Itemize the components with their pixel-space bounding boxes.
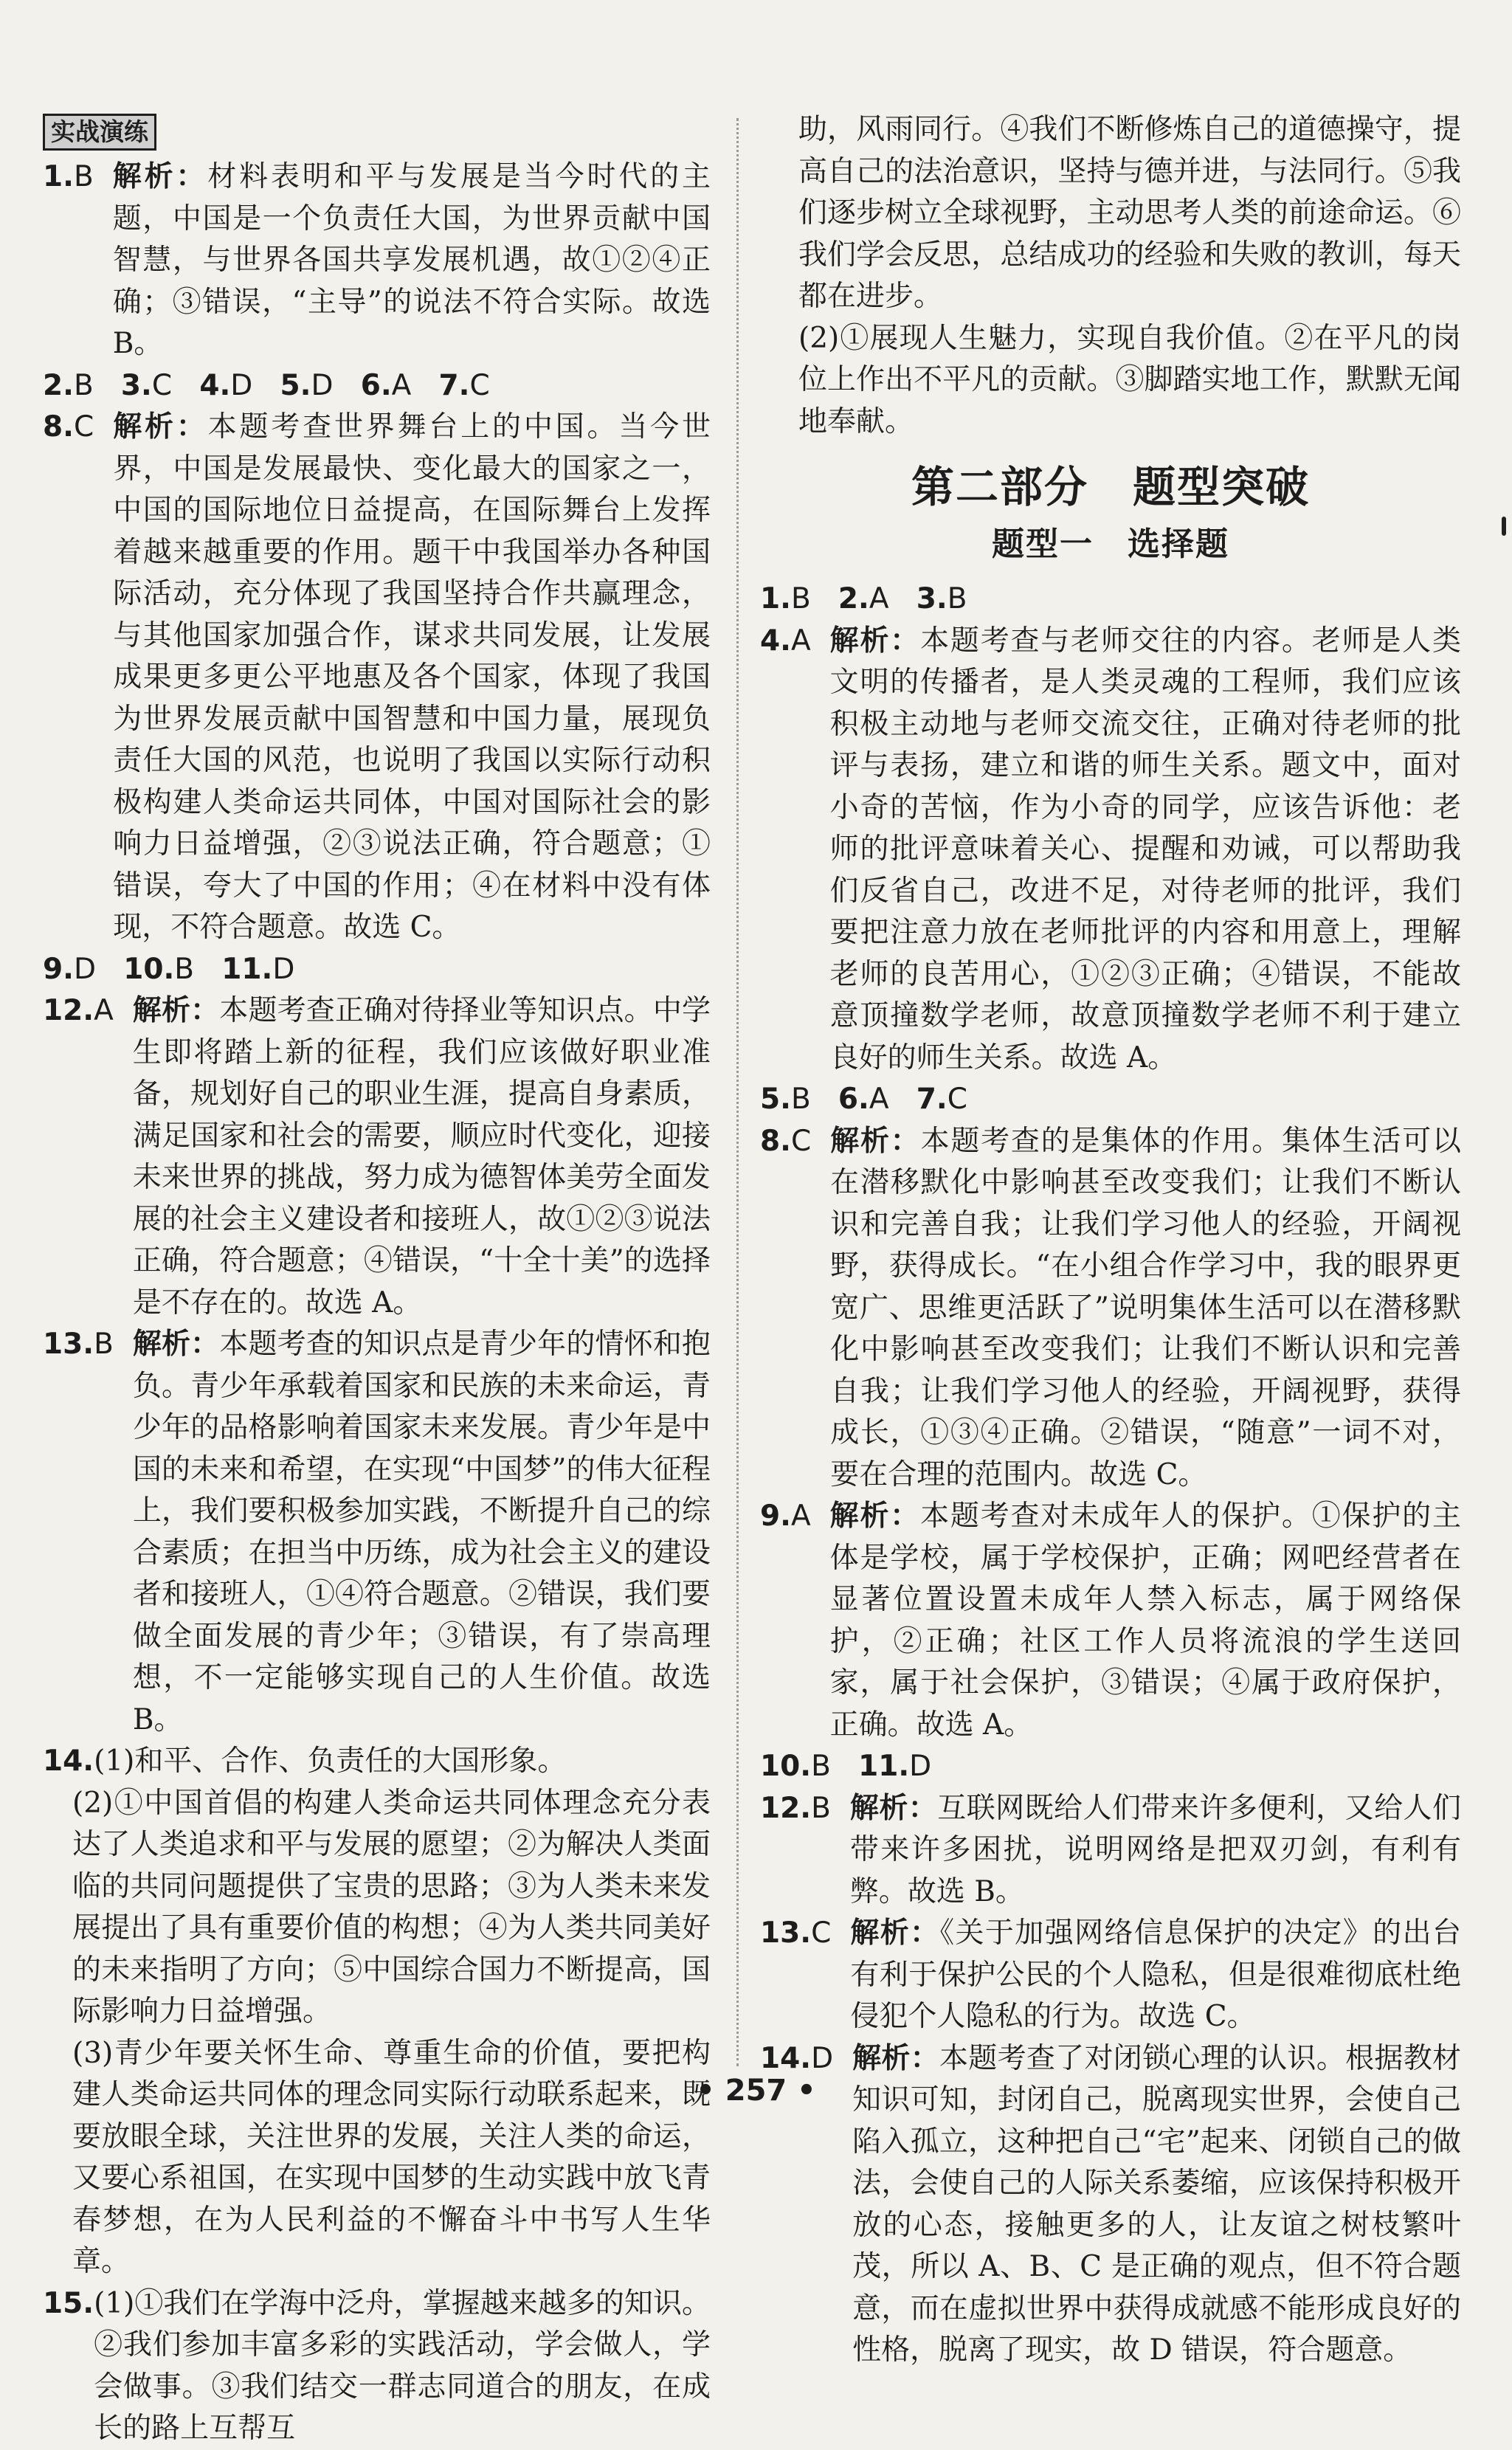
item-answer: A (869, 1083, 889, 1116)
item-answer: C (73, 410, 94, 444)
analysis-text: 材料表明和平与发展是当今时代的主题，中国是一个负责任大国，为世界贡献中国智慧，与世界各国共享发展机遇，故①②④正确；③错误，“主导”的说法不符合实际。故选 B。 (112, 160, 711, 360)
item-body (113, 156, 711, 365)
item-body (850, 1913, 1461, 2038)
analysis-text: 《关于加强网络信息保护的决定》的出台有利于保护公民的个人隐私，但是很难彻底杜绝侵犯个人隐私的行为。故选 C。 (850, 1916, 1461, 2033)
item-number: 1. (760, 582, 791, 615)
item-answer: D (230, 368, 253, 402)
analysis-text: 本题考查正确对待择业等知识点。中学生即将踏上新的征程，我们应该做好职业准备，规划好自己的职业生涯，提高自身素质，满足国家和社会的需要，顺应时代变化，迎接未来世界的挑战，努力成为德智体美劳全面发展的社会主义建设者和接班人，故①②③说法正确，符合题意；④错误，“十全十美”的选择是不存在的。故选 A。 (132, 994, 711, 1319)
item-body (830, 1121, 1461, 1497)
item-answer: B (73, 368, 94, 402)
item-number: 6. (360, 368, 392, 402)
item-body (113, 407, 711, 949)
item-body: (1)①我们在学海中泛舟，掌握越来越多的知识。②我们参加丰富多彩的实践活动，学会做人，学会做事。③我们结交一群志同道合的朋友，在成长的路上互帮互 (94, 2286, 711, 2445)
item-answer: B (174, 952, 195, 986)
item-number: 4. (760, 624, 791, 658)
item-number: 8. (43, 410, 74, 444)
item-answer: B (790, 1083, 811, 1116)
item-number: 14. (760, 2041, 812, 2075)
item-answer: D (272, 952, 295, 986)
analysis-text: 本题考查了对闭锁心理的认识。根据教材知识可知，封闭自己，脱离现实世界，会使自己陷入孤立，这种把自己“宅”起来、闭锁自己的做法，会使自己的人际关系萎缩，应该保持积极开放的心态，接触更多的人，让友谊之树枝繁叶茂，所以 A、B、C 是正确的观点，但不符合题意，而在虚拟世界中获得成就感不能形成良好的性格，脱离了现实，故 D 错误，符合题意。 (852, 2041, 1461, 2367)
part-title: 第二部分 题型突破 (911, 462, 1310, 512)
item-answer: C (151, 368, 173, 402)
analysis-text: 互联网既给人们带来许多便利，又给人们带来许多困扰，说明网络是把双刃剑，有利有弊。故选 B。 (849, 1791, 1461, 1908)
item-answer: B (94, 1328, 114, 1361)
item-answer: C (790, 1124, 812, 1158)
item-number: 9. (43, 952, 74, 986)
item-number: 3. (120, 368, 152, 402)
item-answer: A (790, 624, 811, 658)
answer-item-13 (43, 1324, 711, 1741)
answer-item-15-continued: 助，风雨同行。④我们不断修炼自己的道德操守，提高自己的法治意识，坚持与德并进，与法同行。⑤我们逐步树立全球视野，主动思考人类的前途命运。⑥我们学会反思，总结成功的经验和失败的教训，每天都在进步。 (798, 113, 1461, 313)
item-answer: C (947, 1083, 967, 1116)
item-number: 9. (760, 1500, 791, 1533)
answer-item-8 (760, 1121, 1461, 1497)
analysis-label: 解析： (829, 1500, 921, 1533)
item-body (830, 621, 1461, 1080)
sub-answer-1: (1)和平、合作、负责任的大国形象。 (94, 1745, 567, 1778)
item-answer: B (790, 582, 811, 615)
item-answer: D (73, 952, 96, 986)
analysis-text: 本题考查与老师交往的内容。老师是人类文明的传播者，是人类灵魂的工程师，我们应该积极主动地与老师交流交往，正确对待老师的批评与表扬，建立和谐的师生关系。题文中，面对小奇的苦恼，作为小奇的同学，应该告诉他：老师的批评意味着关心、提醒和劝诫，可以帮助我们反省自己，改进不足，对待老师的批评，我们要把注意力放在老师批评的内容和用意上，理解老师的良苦用心，①②③正确；④错误，不能故意顶撞数学老师，故意顶撞数学老师不利于建立良好的师生关系。故选 A。 (829, 624, 1461, 1074)
item-number: 5. (280, 368, 311, 402)
item-number: 10. (123, 952, 175, 986)
analysis-text: 本题考查的知识点是青少年的情怀和抱负。青少年承载着国家和民族的未来命运，青少年的品格影响着国家未来发展。青少年是中国的未来和希望，在实现“中国梦”的伟大征程上，我们要积极参加实践，不断提升自己的综合素质；在担当中历练，成为社会主义的建设者和接班人，①④符合题意。②错误，我们要做全面发展的青少年；③错误，有了崇高理想，不一定能够实现自己的人生价值。故选 B。 (132, 1328, 711, 1736)
item-answer: A (94, 994, 114, 1027)
answer-item-15 (43, 2283, 711, 2450)
item-answer: C (811, 1916, 832, 1950)
item-number: 6. (838, 1083, 869, 1116)
item-body (133, 990, 711, 1324)
item-answer: B (947, 582, 967, 615)
item-body (94, 1741, 711, 1783)
analysis-label: 解析： (830, 1124, 921, 1158)
analysis-label: 解析： (852, 2041, 940, 2075)
item-number: 13. (43, 1328, 94, 1361)
item-number: 14. (43, 1745, 94, 1778)
answer-item-13 (760, 1913, 1461, 2038)
answer-item-4 (760, 621, 1461, 1080)
answer-item-12 (760, 1788, 1461, 1914)
item-answer: B (811, 1750, 831, 1783)
answer-item-8 (43, 407, 711, 949)
item-number: 12. (43, 994, 94, 1027)
item-number: 2. (838, 582, 869, 615)
answer-list-5-7 (760, 1079, 1461, 1121)
item-number: 5. (760, 1083, 791, 1116)
answer-item-12 (43, 990, 711, 1324)
section-label-shizhan-yanlian: 实战演练 (43, 114, 156, 151)
item-number: 15. (43, 2286, 94, 2320)
item-number: 7. (438, 368, 470, 402)
item-number: 1. (43, 160, 74, 193)
analysis-label: 解析： (132, 994, 220, 1027)
answer-item-14 (43, 1741, 711, 1783)
item-body (850, 1788, 1461, 1914)
item-answer: A (790, 1500, 811, 1533)
item-answer: C (469, 368, 490, 402)
answer-item-1 (43, 156, 711, 365)
right-column (760, 109, 1461, 2372)
sub-answer-2: (2)①展现人生魅力，实现自我价值。②在平凡的岗位上作出不平凡的贡献。③脚踏实地工作，默默无闻地奉献。 (798, 321, 1461, 438)
analysis-text: 本题考查对未成年人的保护。①保护的主体是学校，属于学校保护，正确；网吧经营者在显著位置设置未成年人禁入标志，属于网络保护，②正确；社区工作人员将流浪的学生送回家，属于社会保护，③错误；④属于政府保护，正确。故选 A。 (829, 1500, 1461, 1742)
analysis-label: 解析： (829, 624, 921, 658)
item-answer: B (811, 1791, 831, 1825)
item-number: 8. (760, 1124, 791, 1158)
answer-item-9 (760, 1496, 1461, 1746)
item-answer: D (311, 368, 334, 402)
analysis-text: 本题考查的是集体的作用。集体生活可以在潜移默化中影响甚至改变我们；让我们不断认识和完善自我；让我们学习他人的经验，开阔视野，获得成长。“在小组合作学习中，我的眼界更宽广、思维更活跃了”说明集体生活可以在潜移默化中影响甚至改变我们；让我们不断认识和完善自我；让我们学习他人的经验，开阔视野，获得成长，①③④正确。②错误，“随意”一词不对，要在合理的范围内。故选 C。 (830, 1124, 1461, 1491)
column-divider (736, 118, 739, 2066)
analysis-label: 解析： (850, 1916, 940, 1950)
item-number: 7. (916, 1083, 947, 1116)
analysis-label: 解析： (113, 410, 208, 444)
item-number: 13. (760, 1916, 812, 1950)
item-body (133, 1324, 711, 1741)
answer-list-2-7 (43, 365, 711, 407)
item-answer: D (909, 1750, 932, 1783)
analysis-label: 解析： (112, 160, 208, 193)
item-number: 11. (858, 1750, 910, 1783)
question-type-title: 题型一 选择题 (992, 525, 1229, 563)
item-answer: A (391, 368, 412, 402)
item-answer: A (869, 582, 889, 615)
answer-list-9-11 (43, 949, 711, 991)
analysis-text: 本题考查世界舞台上的中国。当今世界，中国是发展最快、变化最大的国家之一，中国的国际地位日益提高，在国际舞台上发挥着越来越重要的作用。题干中我国举办各种国际活动，充分体现了我国坚持合作共赢理念，与其他国家加强合作，谋求共同发展，让发展成果更多更公平地惠及各个国家，体现了我国为世界发展贡献中国智慧和中国力量，展现负责任大国的风范，也说明了我国以实际行动积极构建人类命运共同体，中国对国际社会的影响力日益增强，②③说法正确，符合题意；①错误，夸大了中国的作用；④在材料中没有体现，不符合题意。故选 C。 (113, 410, 711, 944)
item-number: 4. (199, 368, 231, 402)
answer-list-10-11 (760, 1746, 1461, 1788)
item-body (830, 1496, 1461, 1746)
item-answer: D (811, 2041, 834, 2075)
scan-artifact-mark (1502, 517, 1506, 536)
answer-list-1-3 (760, 579, 1461, 621)
item-number: 10. (760, 1750, 812, 1783)
page-number: • 257 • (696, 2074, 816, 2108)
analysis-label: 解析： (849, 1791, 938, 1825)
item-number: 12. (760, 1791, 812, 1825)
item-number: 11. (221, 952, 273, 986)
item-answer: B (73, 160, 94, 193)
sub-answer-2: (2)①中国首倡的构建人类命运共同体理念充分表达了人类追求和平与发展的愿望；②为解决人类面临的共同问题提供了宝贵的思路；③为人类未来发展提出了具有重要价值的构想；④为人类共同美好的未来指明了方向；⑤中国综合国力不断提高，国际影响力日益增强。 (72, 1786, 711, 2028)
sub-answer-3: (3)青少年要关怀生命、尊重生命的价值，要把构建人类命运共同体的理念同实际行动联系起来，既要放眼全球，关注世界的发展，关注人类的命运，又要心系祖国，在实现中国梦的生动实践中放飞青春梦想，在为人民利益的不懈奋斗中书写人生华章。 (72, 2036, 711, 2278)
item-number: 3. (916, 582, 947, 615)
analysis-label: 解析： (132, 1328, 220, 1361)
item-number: 2. (43, 368, 74, 402)
